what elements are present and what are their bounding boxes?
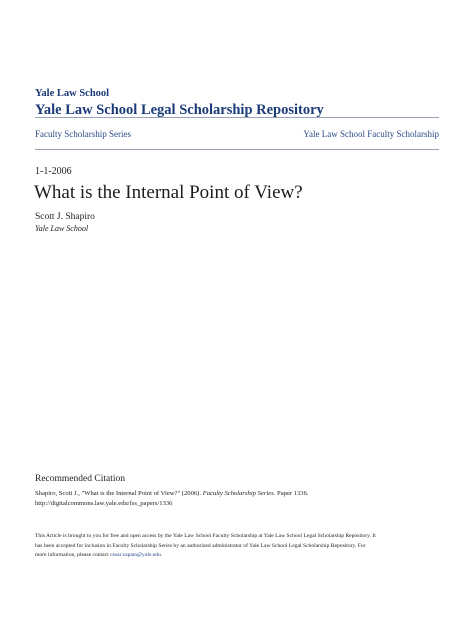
faculty-scholarship-series-link[interactable]: Faculty Scholarship Series [35,128,131,139]
access-notice [35,532,439,561]
repository-name: Yale Law School Legal Scholarship Repository [35,102,324,118]
notice-line-3-prefix: more information, please contact [35,552,109,558]
publication-date: 1-1-2006 [35,166,72,177]
author-affiliation: Yale Law School [35,224,89,233]
yale-faculty-scholarship-link[interactable]: Yale Law School Faculty Scholarship [303,128,439,139]
contact-email-link[interactable]: cesar.zapata@yale.edu [110,552,161,558]
citation-text [35,489,439,509]
org-name: Yale Law School [35,88,110,99]
recommended-citation-heading: Recommended Citation [35,474,125,484]
notice-line-2: has been accepted for inclusion in Faculty Scholarship Series by an authorized administrator of Yale Law School Legal Scholarship Repository. For [35,542,366,549]
repository-header [35,87,439,119]
series-bar [35,117,439,150]
citation-part-1: Shapiro, Scott J., "What is the Internal Point of View?" (2006). [35,490,202,497]
citation-series: Faculty Scholarship Series. [202,490,276,497]
citation-part-2: Paper 1336. [277,490,309,497]
notice-line-3-suffix: . [160,552,163,558]
notice-line-1: This Article is brought to you for free and open access by the Yale Law School Faculty Scholarship at Yale Law School Legal Scholarship Repository. It [35,533,376,539]
article-title: What is the Internal Point of View? [34,182,303,203]
citation-url: http://digitalcommons.law.yale.edu/fss_papers/1336 [35,500,173,507]
author-name: Scott J. Shapiro [35,212,95,222]
